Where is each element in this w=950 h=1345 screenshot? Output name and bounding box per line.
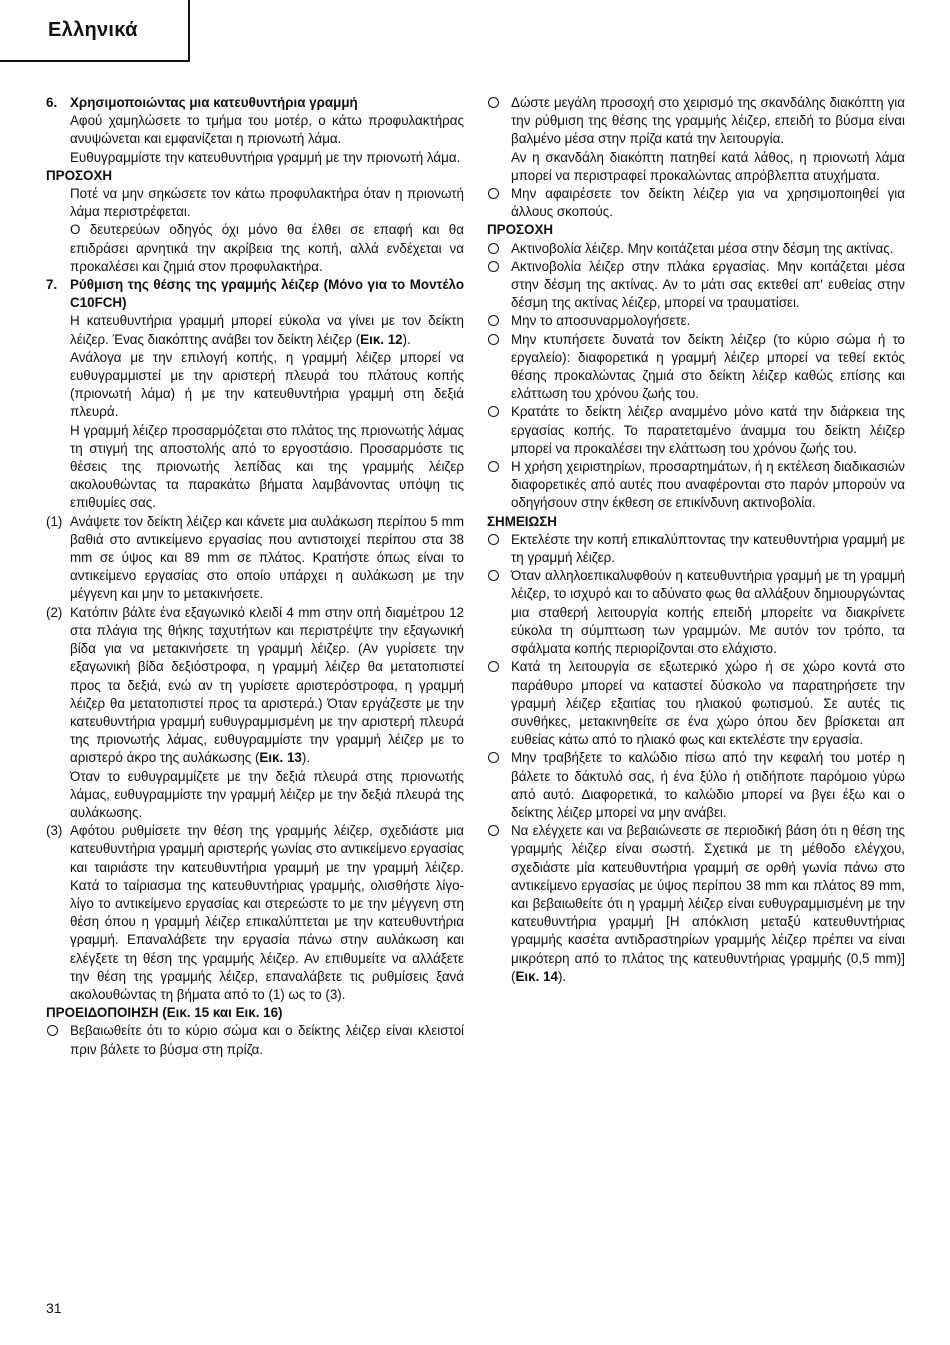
circle-bullet-icon <box>487 458 511 513</box>
bullet-switch-p1: Δώστε μεγάλη προσοχή στο χειρισμό της σκανδάλης διακόπτη για την ρύθμιση της θέσης της γραμμής λέιζερ, επειδή το βύσμα είναι βαλμένο μέσα στην πρίζα κατά την λειτουργία. <box>511 95 905 147</box>
figure-ref-13: Εικ. 13 <box>259 750 302 766</box>
section-6-paragraph-1: Αφού χαμηλώσετε το τμήμα του μοτέρ, ο κάτω προφυλακτήρας ανυψώνεται και εμφανίζεται η πριονωτή λάμα. <box>70 113 464 147</box>
note-5-body: Να ελέγχετε και να βεβαιώνεστε σε περιοδική βάση ότι η θέση της γραμμής λέιζερ είναι σωστή. Σχετικά με τη μέθοδο ελέγχου, σχεδιάστε μία κατευθυντήρια γραμμή σε ορθή γωνία πάνω στο αντικείμενο εργασίας με ύψος περίπου 38 mm και πλάτος 89 mm, και βεβαιωθείτε ότι η γραμμή λέιζερ είναι ευθυγραμμισμένη με την κατευθυντήρια γραμμή [Η απόκλιση μεταξύ κατευθυντήριας γραμμής κασέτα αντιδραστηρίων γραμμής λέιζερ πρέπει να είναι μικρότερη από το πλάτος της κατευθυντήριας γραμμής (0,5 mm)] ( <box>511 823 905 984</box>
section-6-title: Χρησιμοποιώντας μια κατευθυντήρια γραμμή <box>70 95 358 110</box>
note-bullet-1 <box>487 531 905 567</box>
circle-bullet-icon <box>487 185 511 221</box>
bullet-text: Κατά τη λειτουργία σε εξωτερικό χώρο ή σε χώρο κοντά στο παράθυρο μπορεί να καταστεί δύσκολο να παρατηρήσετε την γραμμή λέιζερ εξαιτίας του ηλιακού φωτισμού. Σε αυτές τις συνθήκες, μετακινηθείτε σε ένα χώρο όπου δεν βρίσκεται απ ευθείας κάτω από το ηλιακό φως και εκτελέστε την εργασία. <box>511 659 905 748</box>
section-6-heading <box>46 94 464 112</box>
section-7-number: 7. <box>46 277 58 293</box>
bullet-text: Κρατάτε το δείκτη λέιζερ αναμμένο μόνο κατά την διάρκεια της εργασίας κοπής. Το παρατεταμένο άναμμα του δείκτη λέιζερ μπορεί να προκαλέσει την ελάττωση του χρόνου ζωής του. <box>511 404 905 456</box>
bullet-text: Μην αφαιρέσετε τον δείκτη λέιζερ για να χρησιμοποιηθεί για άλλους σκοπούς. <box>511 186 905 220</box>
section-7-title: Ρύθμιση της θέσης της γραμμής λέιζερ (Μόνο για το Μοντέλο C10FCH) <box>70 277 464 311</box>
bullet-text: Ακτινοβολία λέιζερ στην πλάκα εργασίας. Μην κοιτάζεται μέσα στην δέσμη της ακτίνας. Αν το μάτι σας εκτεθεί απ' ευθείας στην δέσμη της ακτίνας λέιζερ, μπορεί να τραυματίσει. <box>511 258 905 311</box>
note-bullet-3 <box>487 658 905 749</box>
caution-bullet-4 <box>487 331 905 404</box>
caution-bullet-3 <box>487 312 905 330</box>
bullet-switch <box>487 94 905 185</box>
note-heading: ΣΗΜΕΙΩΣΗ <box>487 513 557 529</box>
section-7-paragraph-1 <box>46 312 464 348</box>
figure-ref-12: Εικ. 12 <box>360 331 403 347</box>
section-7-heading <box>46 276 464 312</box>
caution-bullet-6 <box>487 458 905 513</box>
step-2 <box>46 604 464 768</box>
step-2-body-end: ). <box>301 750 311 766</box>
note-bullet-4 <box>487 749 905 822</box>
section-7-paragraph-3: Η γραμμή λέιζερ προσαρμόζεται στο πλάτος της πριονωτής λάμας τη στιγμή της αποστολής από το εργοστάσιο. Προσαρμόστε τις θέσεις της πριονωτής λεπίδας και της γραμμής λέιζερ ακολουθώντας τα παρακάτω βήματα λαμβάνοντας υπόψη τις επιθυμίες σας. <box>70 422 464 511</box>
section-7-paragraph-2: Ανάλογα με την επιλογή κοπής, η γραμμή λέιζερ μπορεί να ευθυγραμμιστεί με την αριστερή πλευρά του πλάτους κοπής (πριονωτή λάμα) ή με την κατευθυντήρια γραμμή στη δεξιά πλευρά. <box>70 349 464 420</box>
section-6-paragraph-2: Ευθυγραμμίστε την κατευθυντήρια γραμμή με την πριονωτή λάμα. <box>70 149 461 165</box>
bullet-remove <box>487 185 905 221</box>
warning-bullet-1 <box>46 1022 464 1058</box>
note-5-end: ). <box>557 968 567 984</box>
note-bullet-5 <box>487 822 905 986</box>
caution-heading: ΠΡΟΣΟΧΗ <box>487 222 554 238</box>
figure-ref-14: Εικ. 14 <box>515 968 558 984</box>
caution-paragraph-1: Ποτέ να μην σηκώσετε τον κάτω προφυλακτήρα όταν η πριονωτή λάμα περιστρέφεται. <box>70 186 464 220</box>
caution-bullet-5 <box>487 403 905 458</box>
circle-bullet-icon <box>487 822 511 986</box>
left-column <box>46 94 464 1059</box>
warning-bullet-text: Βεβαιωθείτε ότι το κύριο σώμα και ο δείκτης λέιζερ είναι κλειστοί πριν βάλετε το βύσμα στη πρίζα. <box>70 1023 464 1057</box>
step-1-number: (1) <box>46 513 63 529</box>
bullet-text <box>511 94 905 185</box>
bullet-text: Μην τραβήξετε το καλώδιο πίσω από την κεφαλή του μοτέρ η βάλετε το δάκτυλό σας, ή ένα ξύλο ή οτιδήποτε παρόμοιο γύρω από αυτό. Διαφορετικά, το καλώδιο μπορεί να βγει έξω και ο δείκτης λέιζερ μπορεί να μην ανάβει. <box>511 750 905 820</box>
bullet-text <box>511 822 905 986</box>
caution-heading: ΠΡΟΣΟΧΗ <box>46 167 113 183</box>
circle-bullet-icon <box>487 240 511 258</box>
bullet-text: Μην το αποσυναρμολογήσετε. <box>511 313 691 329</box>
circle-bullet-icon <box>487 403 511 458</box>
step-2-number: (2) <box>46 604 63 620</box>
caution-paragraph-2: Ο δευτερεύων οδηγός όχι μόνο θα έλθει σε επαφή και θα επιδράσει αρνητικά την ακρίβεια της κοπή, αλλά ενδέχεται να προκαλέσει και ζημιά στον προφυλακτήρα. <box>70 222 464 274</box>
step-3-number: (3) <box>46 823 63 839</box>
section-7-text: Η κατευθυντήρια γραμμή μπορεί εύκολα να γίνει με τον δείκτη λέιζερ. Ένας διακόπτης ανάβει τον δείκτη λέιζερ ( <box>70 313 464 347</box>
step-3 <box>46 822 464 1004</box>
bullet-text: Ακτινοβολία λέιζερ. Μην κοιτάζεται μέσα στην δέσμη της ακτίνας. <box>511 240 894 256</box>
circle-bullet-icon <box>487 94 511 185</box>
warning-heading: ΠΡΟΕΙΔΟΠΟΙΗΣΗ (Εικ. 15 και Εικ. 16) <box>46 1005 283 1021</box>
section-6-number: 6. <box>46 95 58 110</box>
bullet-text: Εκτελέστε την κοπή επικαλύπτοντας την κατευθυντήρια γραμμή με τη γραμμή λέιζερ. <box>511 531 905 566</box>
bullet-text: Η χρήση χειριστηρίων, προσαρτημάτων, ή η εκτέλεση διαδικασιών διαφορετικές από αυτές που αναφέρονται στο παρόν μπορούν να οδηγήσουν στην έκθεση σε επικίνδυνη ακτινοβολία. <box>511 459 905 511</box>
circle-bullet-icon <box>487 531 511 567</box>
caution-bullet-1 <box>487 240 905 258</box>
step-1 <box>46 513 464 604</box>
language-tab <box>0 0 190 62</box>
step-3-text: Αφότου ρυθμίσετε την θέση της γραμμής λέιζερ, σχεδιάστε μια κατευθυντήρια γραμμή αριστερής γωνίας στο αντικείμενο εργασίας και ταιριάστε την κατευθυντήρια γραμμή με την γραμμή λέιζερ. Κατά το ταίριασμα της κατευθυντήριας γραμμής, ολισθήστε λίγο-λίγο το αντικείμενο εργασίας και στερεώστε το με την μέγγενη στη θέση όπου η γραμμή λέιζερ επικαλύπτεται με την κατευθυντήρια γραμμή. Επαναλάβετε την εργασία πάνω στην αυλάκωση και ελέγξετε τη θέση της γραμμής λέιζερ. Αν επιθυμείτε να αλλάξετε την θέση της γραμμής λέιζερ, επαναλάβετε τις ρυθμίσεις ξανά ακολουθώντας τη βήματα από το (1) ως το (3). <box>70 823 464 1002</box>
circle-bullet-icon <box>487 331 511 404</box>
note-bullet-2 <box>487 567 905 658</box>
bullet-text: Μην κτυπήσετε δυνατά τον δείκτη λέιζερ (το κύριο σώμα ή το εργαλείο): διαφορετικά η γραμμή λέιζερ μπορεί να τεθεί εκτός θέσης προκαλώντας ζημιά στο δείκτη λέιζερ καθώς επίσης και ελάττωση του χρόνου ζωής του. <box>511 331 905 402</box>
circle-bullet-icon <box>487 658 511 749</box>
caution-bullet-2 <box>487 258 905 313</box>
page-number: 31 <box>46 1300 62 1316</box>
circle-bullet-icon <box>487 749 511 822</box>
bullet-switch-p2: Αν η σκανδάλη διακόπτη πατηθεί κατά λάθος, η πριονωτή λάμα μπορεί να περιστραφεί προκαλώντας απρόβλεπτα ατυχήματα. <box>511 149 905 183</box>
bullet-text: Όταν αλληλοεπικαλυφθούν η κατευθυντήρια γραμμή με τη γραμμή λέιζερ, το ισχυρό και το αδύνατο φως θα αλλάξουν δημιουργώντας μια σταθερή λειτουργία κοπής επειδή μπορείτε να διακρίνετε εύκολα τη σύμπτωση των γραμμών. Με αυτόν τον τρόπο, τα σφάλματα κοπής περιορίζονται στο ελάχιστο. <box>511 568 905 657</box>
circle-bullet-icon <box>487 567 511 658</box>
step-1-text: Ανάψετε τον δείκτη λέιζερ και κάνετε μια αυλάκωση περίπου 5 mm βαθιά στο αντικείμενο εργασίας που αντιστοιχεί περίπου στα 38 mm σε ύψος και 89 mm σε πλάτος. Κρατήστε όπως είναι το αντικείμενο εργασίας στο οποίο υπάρχει η αυλάκωση με την μέγγενη και μην το μετακινήσετε. <box>70 513 464 602</box>
circle-bullet-icon <box>487 258 511 313</box>
circle-bullet-icon <box>46 1022 70 1058</box>
language-label: Ελληνικά <box>48 19 138 41</box>
step-2-text <box>70 604 464 768</box>
right-column <box>487 94 905 986</box>
step-2-body: Κατόπιν βάλτε ένα εξαγωνικό κλειδί 4 mm στην οπή διαμέτρου 12 στα πλάγια της θήκης ταχυτήτων και περιστρέψτε την εξαγωνική βίδα για να μετακινήσετε τη γραμμή λέιζερ. (Αν γυρίσετε την εξαγωνική βίδα δεξιόστροφα, η γραμμή λέιζερ θα μετατοπιστεί προς τα δεξιά, ενώ αν τη γυρίσετε αριστερόστροφα, η γραμμή λέιζερ θα μετατοπιστεί προς τα αριστερά.) Όταν εργάζεστε με την κατευθυντήρια γραμμή ευθυγραμμισμένη με την αριστερή πλευρά της πριονωτής λάμας, ευθυγραμμίστε την γραμμή λέιζερ με το αριστερό άκρο της αυλάκωσης ( <box>70 604 464 766</box>
circle-bullet-icon <box>487 312 511 330</box>
step-2-paragraph-2: Όταν το ευθυγραμμίζετε με την δεξιά πλευρά στης πριονωτής λάμας, ευθυγραμμίστε την γραμμή λέιζερ με την δεξιά πλευρά της αυλάκωσης. <box>70 768 464 820</box>
section-7-text-end: ). <box>402 331 411 347</box>
